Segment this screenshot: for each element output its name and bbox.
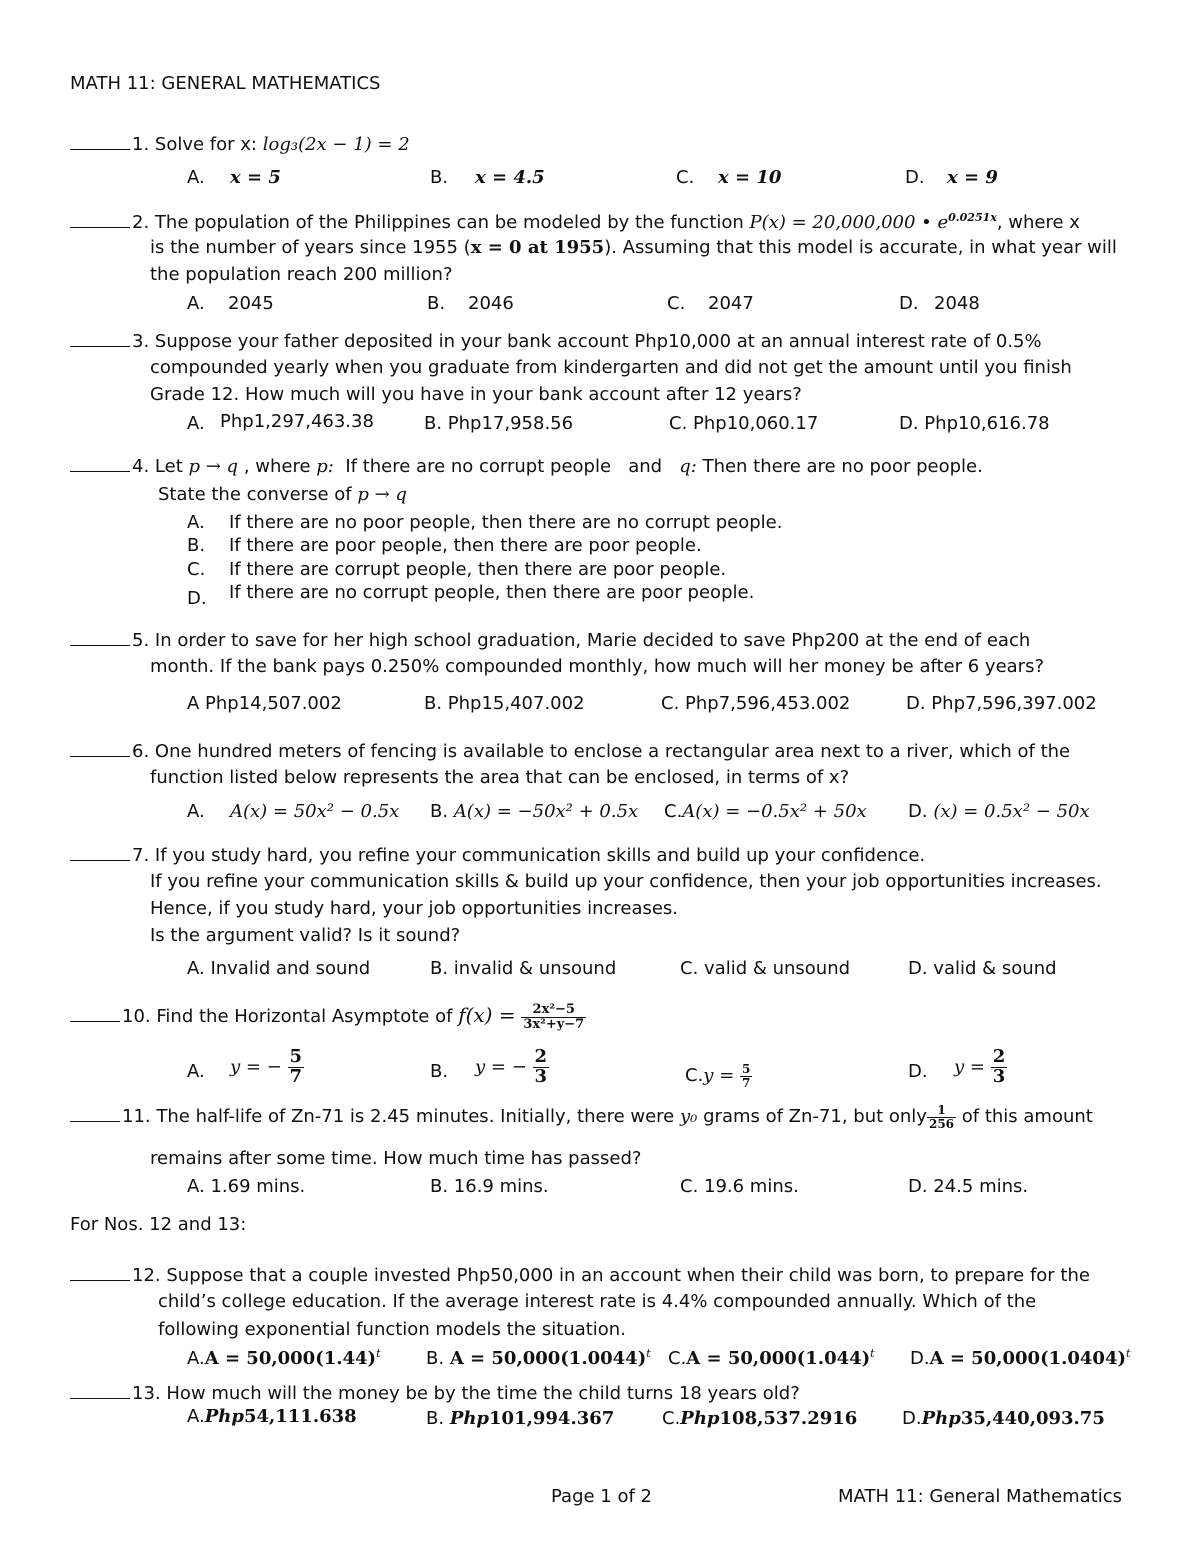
option-c: C.A(x) = −0.5x² + 50x <box>664 801 867 822</box>
answer-blank[interactable] <box>70 457 130 472</box>
option-a: A Php14,507.002 <box>187 693 342 714</box>
option-c: C. If there are corrupt people, then there are poor people. <box>187 559 727 580</box>
question-12: 12. Suppose that a couple invested Php50,000 in an account when their child was born, to prepare for the <box>70 1266 1090 1285</box>
page-number: Page 1 of 2 <box>551 1486 652 1507</box>
question-7-line-4: Is the argument valid? Is it sound? <box>150 925 461 946</box>
question-7-line-2: If you refine your communication skills & build up your confidence, then your job opportunities increases. <box>150 871 1102 892</box>
question-3-line-2: compounded yearly when you graduate from kindergarten and did not get the amount until you finish <box>150 357 1072 378</box>
option-c: C. 19.6 mins. <box>680 1176 799 1197</box>
question-6-line-2: function listed below represents the area that can be enclosed, in terms of x? <box>150 767 850 788</box>
option-b: B. If there are poor people, then there are poor people. <box>187 535 702 556</box>
question-5-line-2: month. If the bank pays 0.250% compounded monthly, how much will her money be after 6 years? <box>150 656 1045 677</box>
option-a: A. <box>187 1061 205 1082</box>
option-d: D. (x) = 0.5x² − 50x <box>908 801 1090 822</box>
option-d: D. If there are no corrupt people, then there are poor people. <box>187 582 755 609</box>
option-c: C.Php108,537.2916 <box>662 1408 858 1429</box>
option-d-value: y = $\frac{2}{3}$ <box>954 1046 1006 1087</box>
option-b: B. $A = 50,000(1.0044)^t$ <box>426 1347 651 1369</box>
question-3-line-3: Grade 12. How much will you have in your bank account after 12 years? <box>150 384 802 405</box>
answer-blank[interactable] <box>70 1007 120 1022</box>
option-d-value: 2048 <box>934 293 980 314</box>
option-d: D. 24.5 mins. <box>908 1176 1029 1197</box>
fraction: $\frac{1}{256}$ <box>928 1103 955 1131</box>
option-b-value: 2046 <box>468 293 514 314</box>
option-a-value: x = 5 <box>230 167 281 188</box>
option-a: A. <box>187 413 205 434</box>
question-10: 10. Find the Horizontal Asymptote of f(x) = $\frac{\text{2x²−5}}{\text{3x²+y−7}}$ <box>70 1003 586 1031</box>
question-4: 4. Let p → q , where p: If there are no corrupt people and q: Then there are no poor people. <box>70 457 983 476</box>
option-d: D. <box>905 167 925 188</box>
answer-blank[interactable] <box>70 332 130 347</box>
option-a: A. If there are no poor people, then there are no corrupt people. <box>187 512 783 533</box>
question-11-line-2: remains after some time. How much time has passed? <box>150 1148 642 1169</box>
question-11: 11. The half-life of Zn-71 is 2.45 minutes. Initially, there were y₀ grams of Zn-71, but only $\frac{1}{256}$ of this amount <box>70 1104 1093 1130</box>
option-b: B. Php17,958.56 <box>424 413 574 434</box>
option-a: A. A(x) = 50x² − 0.5x <box>187 801 400 822</box>
option-b-value: y = − $\frac{2}{3}$ <box>475 1046 548 1087</box>
option-a: A. <box>187 167 205 188</box>
option-d: D. Php10,616.78 <box>899 413 1050 434</box>
equation: log₃(2x − 1) = 2 <box>262 134 410 155</box>
question-12-line-2: child’s college education. If the average interest rate is 4.4% compounded annually. Which of the <box>158 1291 1037 1312</box>
option-a-value: Php1,297,463.38 <box>220 411 374 432</box>
option-b: B. <box>430 1061 449 1082</box>
answer-blank[interactable] <box>70 846 130 861</box>
question-7-line-3: Hence, if you study hard, your job opportunities increases. <box>150 898 679 919</box>
answer-blank[interactable] <box>70 631 130 646</box>
option-d: D. valid & sound <box>908 958 1057 979</box>
option-c-value: 2047 <box>708 293 754 314</box>
question-1: 1. Solve for x: log₃(2x − 1) = 2 <box>70 135 410 154</box>
answer-blank[interactable] <box>70 135 130 150</box>
answer-blank[interactable] <box>70 213 130 228</box>
option-d: $D.A = 50,000(1.0404)^t$ <box>910 1347 1131 1369</box>
option-d: D. Php7,596,397.002 <box>906 693 1097 714</box>
question-6: 6. One hundred meters of fencing is available to enclose a rectangular area next to a river, which of the <box>70 742 1070 761</box>
option-c: $C.A = 50,000(1.044)^t$ <box>668 1347 875 1369</box>
option-c: C. Php10,060.17 <box>669 413 819 434</box>
question-4-line-2: State the converse of p → q <box>158 484 407 505</box>
question-12-line-3: following exponential function models the situation. <box>158 1319 626 1340</box>
option-d: D.Php35,440,093.75 <box>902 1408 1105 1429</box>
answer-blank[interactable] <box>70 1107 120 1122</box>
page-title: MATH 11: GENERAL MATHEMATICS <box>70 73 381 94</box>
question-2: 2. The population of the Philippines can be modeled by the function P(x) = 20,000,000 • $e^{0.0251x}$, where x <box>70 212 1080 232</box>
option-c-value: x = 10 <box>718 167 782 188</box>
question-3: 3. Suppose your father deposited in your bank account Php10,000 at an annual interest rate of 0.5% <box>70 332 1042 351</box>
option-c: C.y = $\frac{5}{7}$ <box>685 1062 751 1090</box>
option-b: B. 16.9 mins. <box>430 1176 549 1197</box>
question-2-line-3: the population reach 200 million? <box>150 264 453 285</box>
option-c: C. valid & unsound <box>680 958 851 979</box>
footer-course: MATH 11: General Mathematics <box>838 1486 1123 1507</box>
option-b: B. A(x) = −50x² + 0.5x <box>430 801 639 822</box>
question-7: 7. If you study hard, you refine your communication skills and build up your confidence. <box>70 846 925 865</box>
option-b-value: x = 4.5 <box>475 167 545 188</box>
section-heading: For Nos. 12 and 13: <box>70 1214 247 1235</box>
option-a: A. <box>187 293 205 314</box>
option-b: B. invalid & unsound <box>430 958 617 979</box>
option-a: A. Invalid and sound <box>187 958 371 979</box>
option-a: A. 1.69 mins. <box>187 1176 306 1197</box>
answer-blank[interactable] <box>70 1384 130 1399</box>
option-b: B. Php101,994.367 <box>426 1408 615 1429</box>
option-c: C. <box>667 293 686 314</box>
question-2-line-2: is the number of years since 1955 (x = 0 at 1955). Assuming that this model is accurate, in what year will <box>150 237 1117 258</box>
option-d: D. <box>908 1061 928 1082</box>
option-c: C. Php7,596,453.002 <box>661 693 851 714</box>
option-b: B. <box>430 167 449 188</box>
question-13: 13. How much will the money be by the time the child turns 18 years old? <box>70 1384 800 1403</box>
option-a: $A.A = 50,000(1.44)^t$ <box>187 1347 381 1369</box>
option-c: C. <box>676 167 695 188</box>
option-d-value: x = 9 <box>947 167 998 188</box>
option-a-value: y = − $\frac{5}{7}$ <box>230 1046 303 1087</box>
answer-blank[interactable] <box>70 742 130 757</box>
option-b: B. <box>427 293 446 314</box>
option-a-value: 2045 <box>228 293 274 314</box>
fraction: $\frac{\text{2x²−5}}{\text{3x²+y−7}}$ <box>523 1002 585 1032</box>
option-a: A.Php54,111.638 <box>187 1406 357 1427</box>
question-5: 5. In order to save for her high school graduation, Marie decided to save Php200 at the end of each <box>70 631 1030 650</box>
option-b: B. Php15,407.002 <box>424 693 585 714</box>
option-d: D. <box>899 293 919 314</box>
answer-blank[interactable] <box>70 1266 130 1281</box>
